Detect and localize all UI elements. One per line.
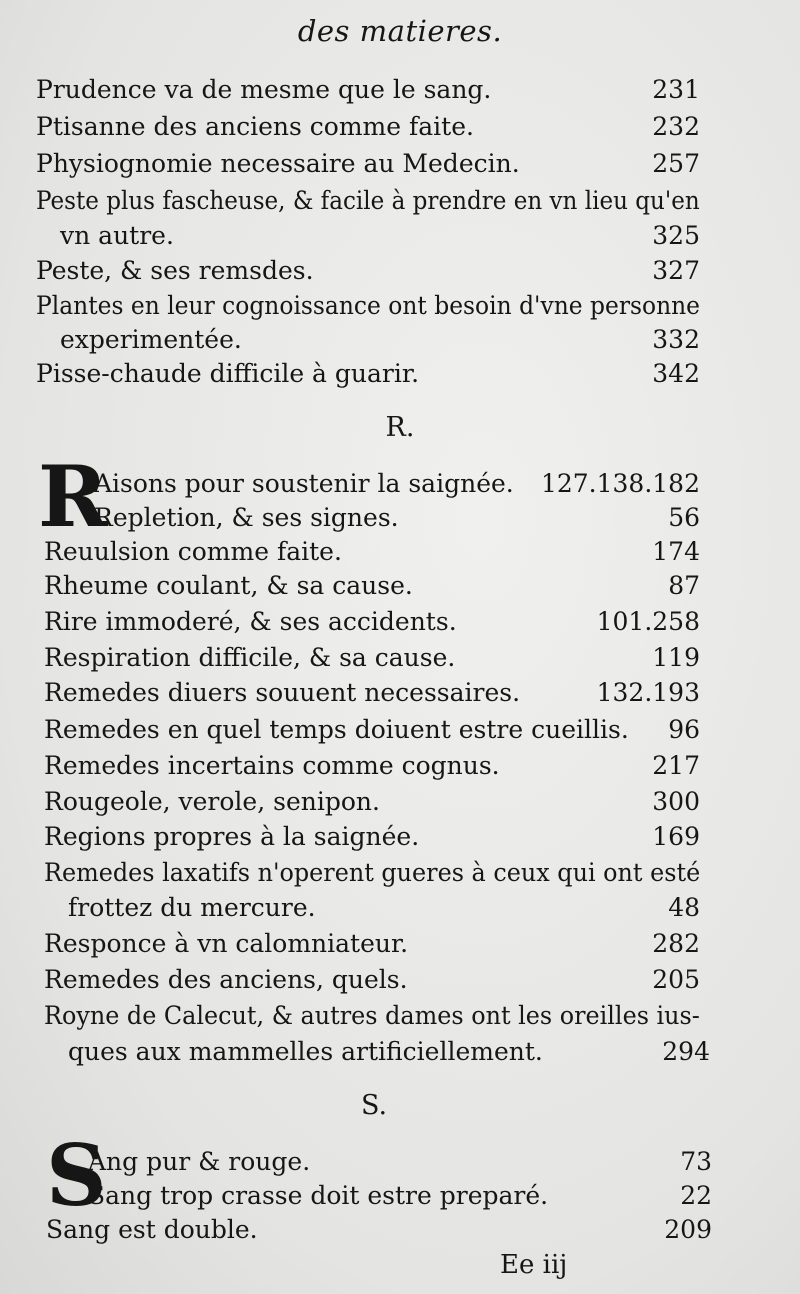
- entry-page: 342: [652, 359, 700, 388]
- entry-page: 217: [652, 751, 700, 780]
- entry-page: 332: [652, 325, 700, 354]
- entry-page: 22: [680, 1181, 712, 1210]
- index-entry: [44, 712, 700, 748]
- entry-text: Ptisanne des anciens comme faite.: [36, 112, 474, 141]
- entry-page: 73: [680, 1147, 712, 1176]
- entry-page: 56: [668, 503, 700, 532]
- index-entry-continuation: [44, 890, 700, 926]
- index-entry: [88, 1144, 712, 1180]
- entry-text: Aisons pour soustenir la saignée.: [94, 469, 514, 498]
- entry-text: Peste plus fascheuse, & facile à prendre en vn lieu qu'en: [36, 186, 700, 215]
- entry-text: vn autre.: [60, 221, 174, 250]
- index-entry: [44, 604, 700, 640]
- index-entry: [44, 640, 700, 676]
- index-entry: [44, 819, 700, 855]
- entry-page: 96: [668, 715, 700, 744]
- index-entry-continuation: [36, 218, 700, 254]
- running-header: des matieres.: [297, 14, 503, 48]
- entry-page: 132.193: [596, 678, 700, 707]
- entry-text: Remedes incertains comme cognus.: [44, 751, 500, 780]
- index-entry: [36, 109, 700, 145]
- entry-text: Physiognomie necessaire au Medecin.: [36, 149, 520, 178]
- index-entry-continuation: [44, 1034, 710, 1070]
- index-entry: [44, 534, 700, 570]
- entry-text: Royne de Calecut, & autres dames ont les oreilles ius-: [44, 1001, 700, 1030]
- index-entry: [44, 784, 700, 820]
- entry-text: Pisse-chaude difficile à guarir.: [36, 359, 420, 388]
- entry-text: Regions propres à la saignée.: [44, 822, 420, 851]
- index-entry-continuation: [36, 322, 700, 358]
- entry-text: Repletion, & ses signes.: [94, 503, 399, 532]
- entry-text: Remedes en quel temps doiuent estre cueillis.: [44, 715, 629, 744]
- index-entry: [36, 356, 700, 392]
- index-entry: [36, 253, 700, 289]
- index-entry: [94, 500, 700, 536]
- index-entry: [44, 748, 700, 784]
- index-entry: [44, 998, 700, 1034]
- entry-text: Remedes des anciens, quels.: [44, 965, 408, 994]
- index-entry: [44, 568, 700, 604]
- entry-page: 325: [652, 221, 700, 250]
- entry-text: Sang est double.: [46, 1215, 258, 1244]
- section-heading-s: S.: [360, 1090, 388, 1121]
- drop-cap-s: S: [46, 1126, 107, 1225]
- entry-page: 257: [652, 149, 700, 178]
- entry-text: Remedes diuers souuent necessaires.: [44, 678, 521, 707]
- index-entry: [94, 466, 700, 502]
- index-entry: [44, 926, 700, 962]
- entry-text: frottez du mercure.: [68, 893, 316, 922]
- entry-text: Plantes en leur cognoissance ont besoin d'vne personne: [36, 291, 701, 320]
- index-entry: [36, 72, 700, 108]
- entry-page: 119: [652, 643, 700, 672]
- entry-page: 87: [668, 571, 700, 600]
- entry-text: Remedes laxatifs n'operent gueres à ceux qui ont esté: [44, 858, 701, 887]
- entry-page: 209: [664, 1215, 712, 1244]
- entry-page: 127.138.182: [540, 469, 700, 498]
- entry-page: 48: [668, 893, 700, 922]
- entry-text: Sang trop crasse doit estre preparé.: [88, 1181, 549, 1210]
- entry-text: experimentée.: [60, 325, 242, 354]
- entry-text: Rougeole, verole, senipon.: [44, 787, 380, 816]
- entry-text: Ang pur & rouge.: [88, 1147, 311, 1176]
- index-entry: [36, 183, 700, 219]
- entry-text: Rheume coulant, & sa cause.: [44, 571, 413, 600]
- entry-page: 327: [652, 256, 700, 285]
- index-entry: [36, 288, 700, 324]
- entry-page: 205: [652, 965, 700, 994]
- index-entry: [46, 1212, 712, 1248]
- drop-cap-r: R: [38, 447, 108, 546]
- entry-page: 174: [652, 537, 700, 566]
- index-entry: [44, 675, 700, 711]
- index-entry: [44, 962, 700, 998]
- entry-text: Respiration difficile, & sa cause.: [44, 643, 456, 672]
- entry-text: ques aux mammelles artificiellement.: [68, 1037, 543, 1066]
- section-heading-r: R.: [385, 412, 415, 443]
- index-entry: [44, 855, 700, 891]
- page-signature: Ee iij: [500, 1250, 568, 1280]
- index-entry: [88, 1178, 712, 1214]
- entry-page: 231: [652, 75, 700, 104]
- entry-page: 294: [662, 1037, 710, 1066]
- entry-text: Reuulsion comme faite.: [44, 537, 342, 566]
- index-entry: [36, 146, 700, 182]
- entry-text: Peste, & ses remsdes.: [36, 256, 314, 285]
- entry-page: 282: [652, 929, 700, 958]
- entry-text: Rire immoderé, & ses accidents.: [44, 607, 457, 636]
- entry-page: 101.258: [596, 607, 700, 636]
- entry-text: Responce à vn calomniateur.: [44, 929, 409, 958]
- entry-page: 232: [652, 112, 700, 141]
- entry-text: Prudence va de mesme que le sang.: [36, 75, 492, 104]
- entry-page: 169: [652, 822, 700, 851]
- entry-page: 300: [652, 787, 700, 816]
